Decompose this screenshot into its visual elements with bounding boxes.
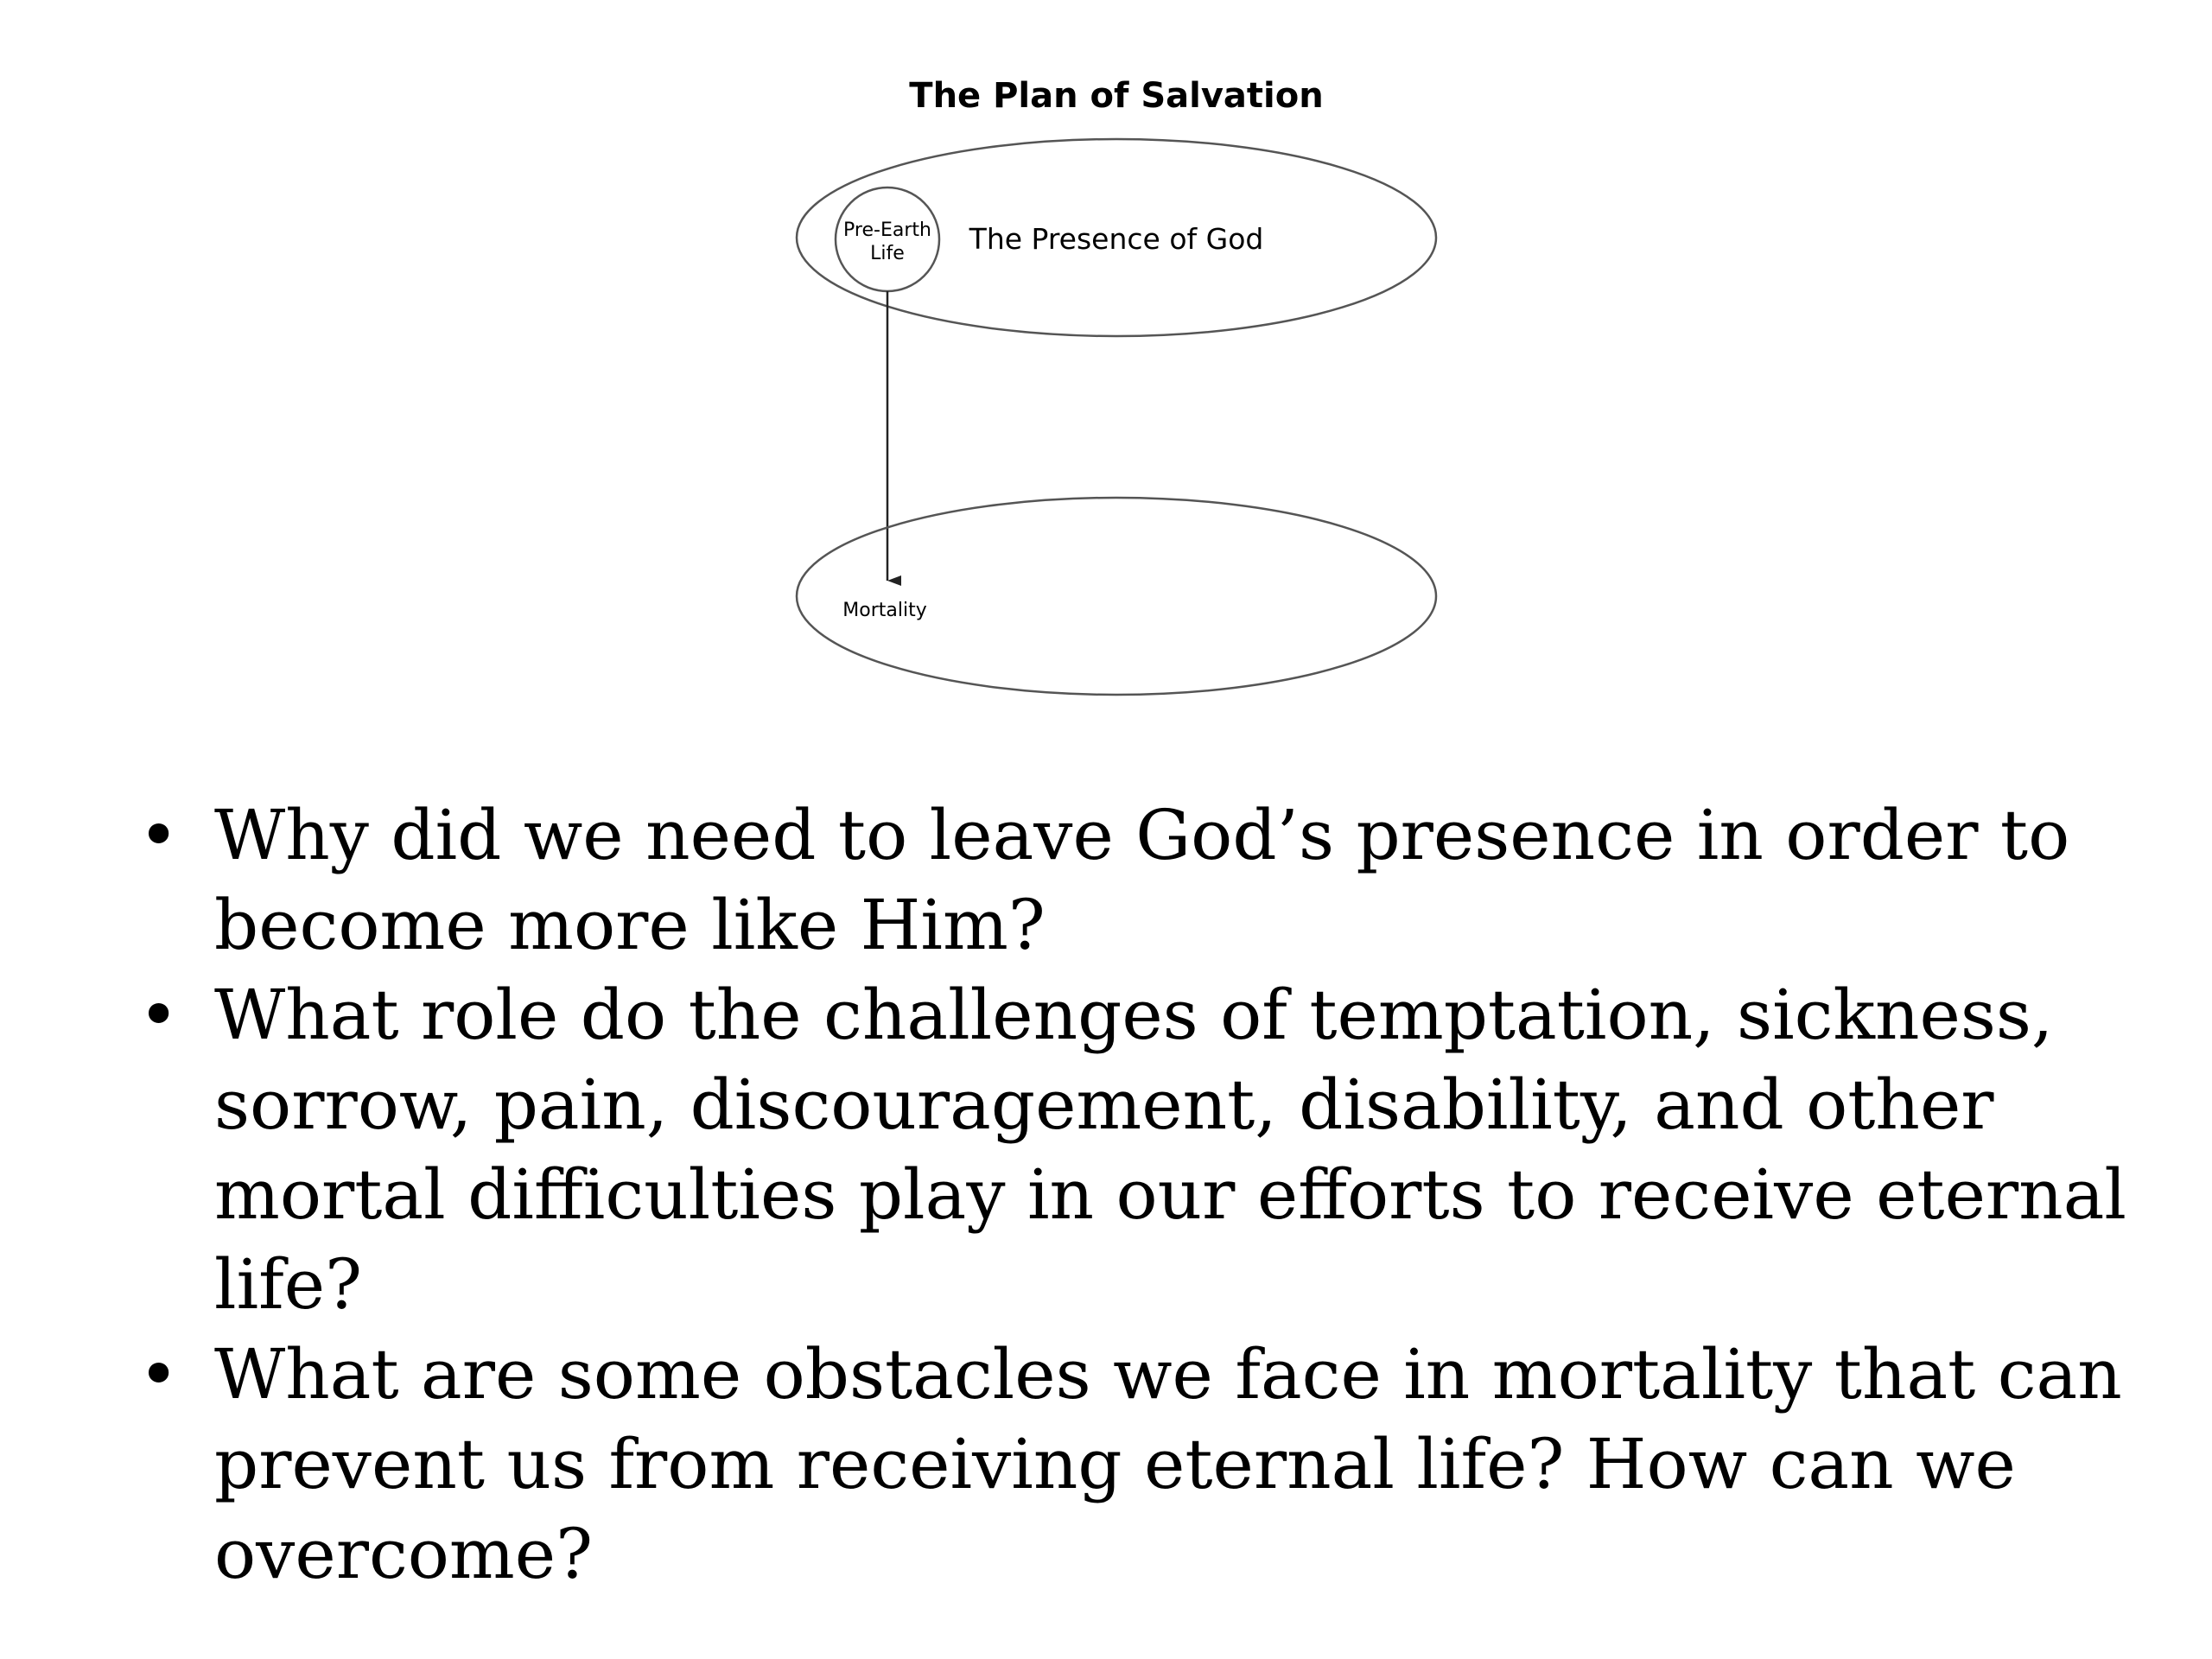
pre-earth-label-line2: Life: [870, 243, 905, 264]
bullet-glyph: •: [138, 1334, 180, 1414]
question-text: What role do the challenges of temptation, sickness, sorrow, pain, discouragement, disability, and other mortal difficulties play in our efforts to receive eternal life?: [214, 975, 2126, 1325]
diagram-title: The Plan of Salvation: [909, 76, 1324, 116]
presence-of-god-label: The Presence of God: [969, 222, 1264, 256]
bullet-glyph: •: [138, 795, 180, 875]
mortality-ellipse: [797, 498, 1436, 695]
discussion-questions: [130, 791, 2186, 1599]
bullet-glyph: •: [138, 975, 180, 1055]
question-text: Why did we need to leave God’s presence in order to become more like Him?: [214, 795, 2070, 965]
question-text: What are some obstacles we face in mortality that can prevent us from receiving eternal life? How can we overcome?: [214, 1334, 2122, 1594]
plan-of-salvation-diagram: [0, 0, 2212, 717]
question-item: [130, 791, 2186, 970]
mortality-label: Mortality: [842, 600, 927, 621]
question-item: [130, 970, 2186, 1330]
pre-earth-label-line1: Pre-Earth: [843, 219, 931, 241]
question-item: [130, 1330, 2186, 1599]
